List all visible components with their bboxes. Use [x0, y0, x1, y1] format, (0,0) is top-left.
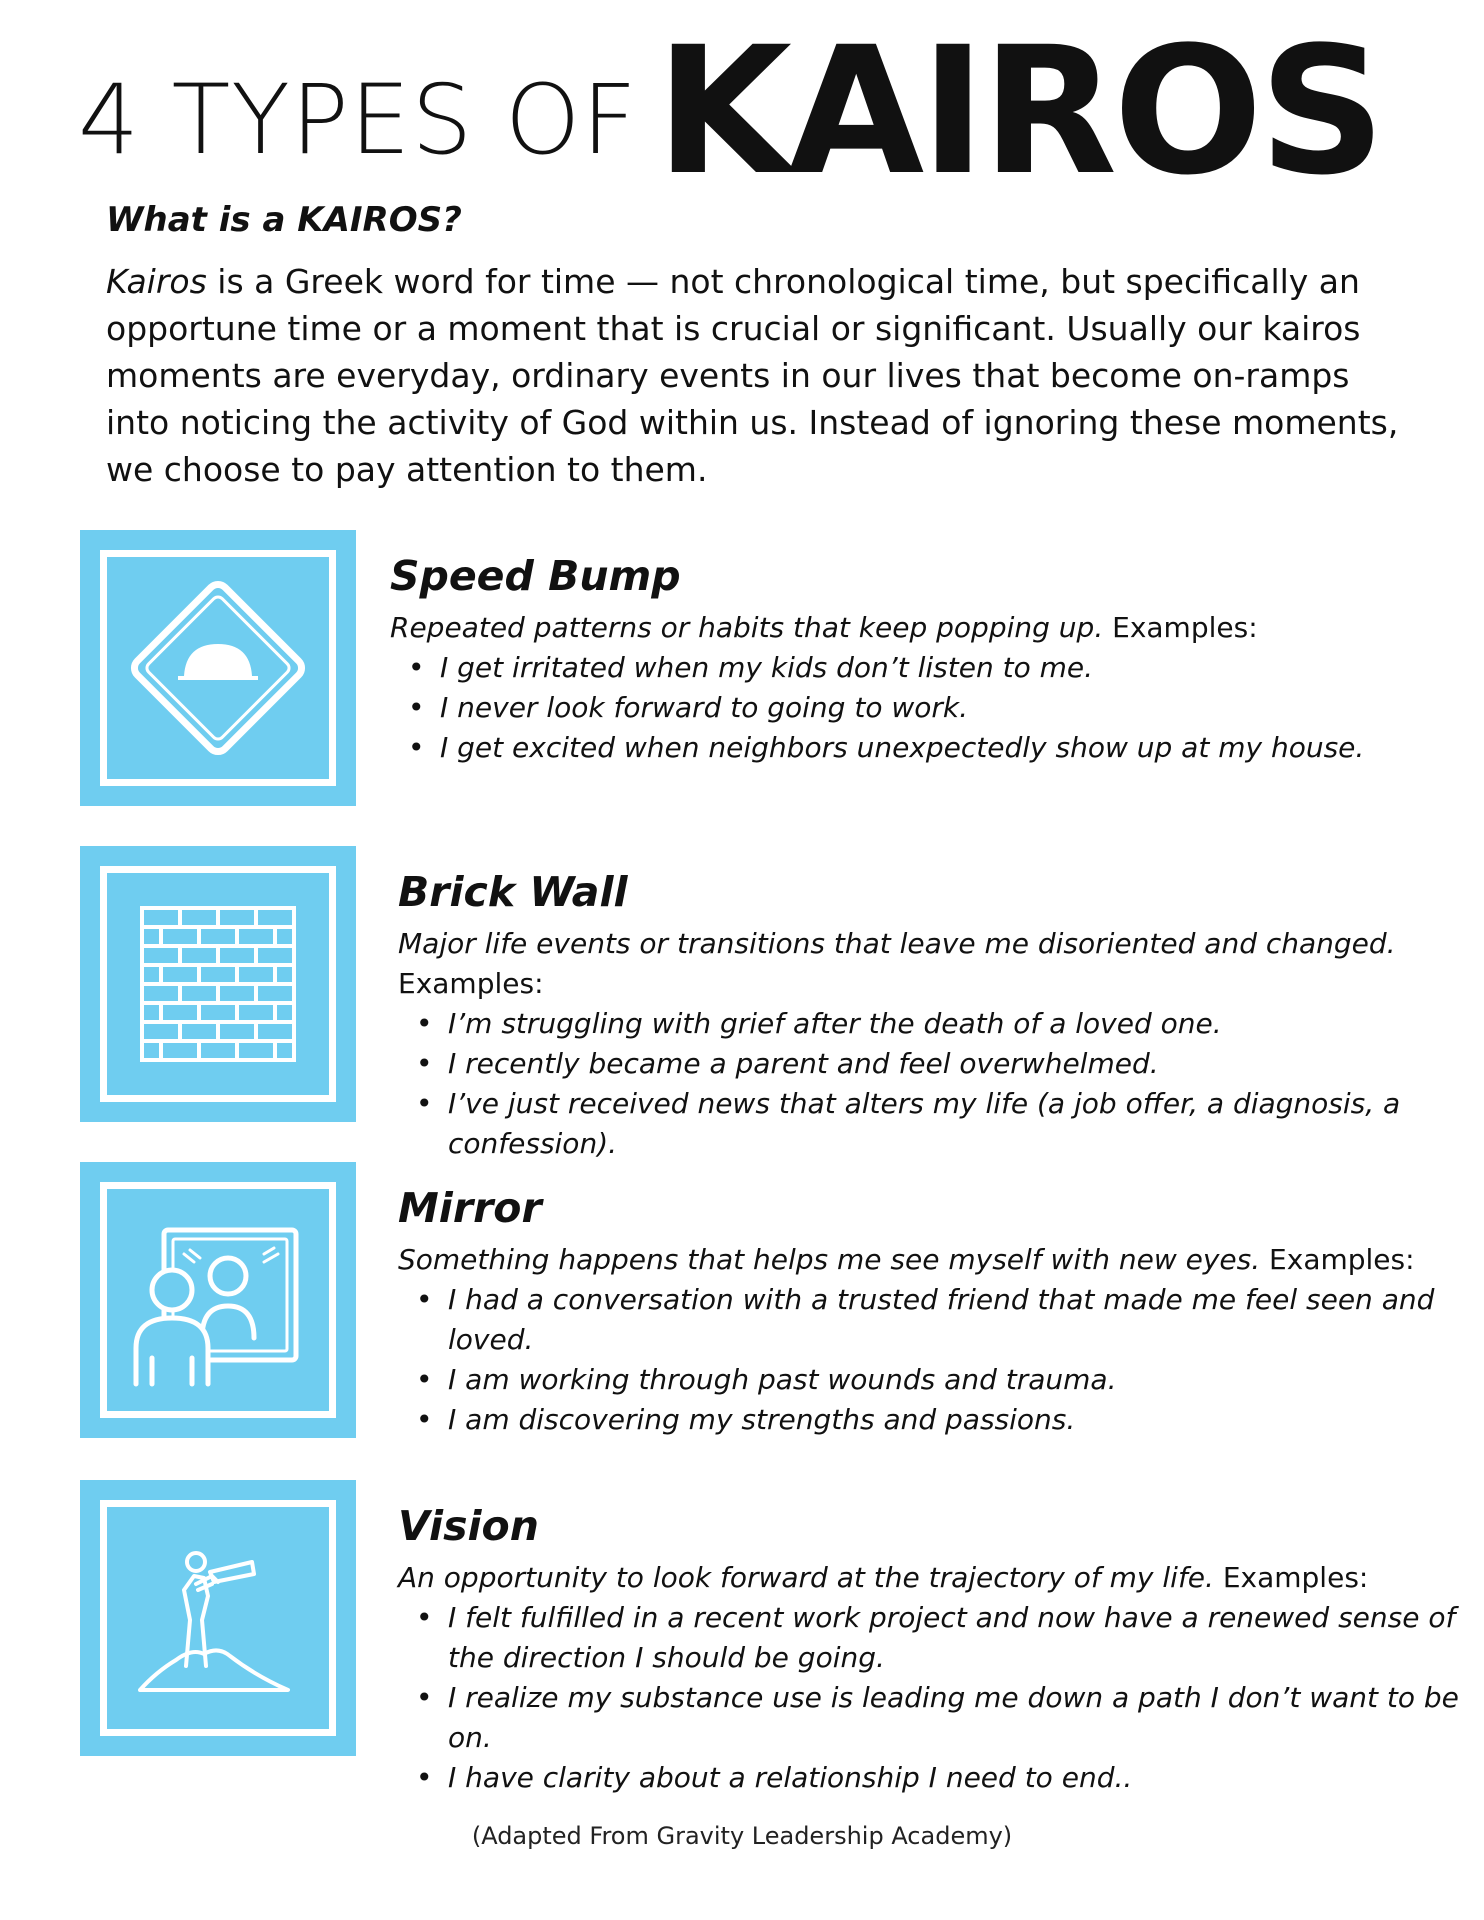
- title-main: KAIROS: [655, 9, 1382, 214]
- vision-description: An opportunity to look forward at the trajectory of my life. Examples:: [398, 1561, 1369, 1594]
- footer-credit: (Adapted From Gravity Leadership Academy): [471, 1822, 1013, 1850]
- list-item: • I am discovering my strengths and passions.: [448, 1400, 1484, 1440]
- mirror-description: Something happens that helps me see myself with new eyes. Examples:: [398, 1243, 1415, 1276]
- list-item: • I felt fulfilled in a recent work project and now have a renewed sense of the direction I should be going.: [448, 1598, 1484, 1678]
- list-item: • I am working through past wounds and trauma.: [448, 1360, 1484, 1400]
- list-item: • I get irritated when my kids don’t listen to me.: [440, 648, 1480, 688]
- brick-wall-icon: [80, 846, 356, 1122]
- vision-telescope-icon: [80, 1480, 356, 1756]
- brick-wall-examples: [398, 1004, 1484, 1164]
- list-item: • I had a conversation with a trusted friend that made me feel seen and loved.: [448, 1280, 1484, 1360]
- brick-wall-title: Brick Wall: [398, 868, 628, 916]
- speed-bump-icon: [80, 530, 356, 806]
- list-item: • I realize my substance use is leading me down a path I don’t want to be on.: [448, 1678, 1484, 1758]
- list-item: • I recently became a parent and feel overwhelmed.: [448, 1044, 1484, 1084]
- intro-lead-word: Kairos: [106, 262, 207, 301]
- list-item: • I have clarity about a relationship I need to end..: [448, 1758, 1484, 1798]
- list-item: • I’m struggling with grief after the death of a loved one.: [448, 1004, 1484, 1044]
- speed-bump-title: Speed Bump: [390, 552, 681, 600]
- vision-content: [398, 1500, 1484, 1798]
- mirror-title: Mirror: [398, 1184, 542, 1232]
- vision-title: Vision: [398, 1502, 539, 1550]
- vision-examples: [398, 1598, 1484, 1798]
- mirror-content: [398, 1182, 1484, 1440]
- list-item: • I get excited when neighbors unexpectedly show up at my house.: [440, 728, 1480, 768]
- brick-wall-content: [398, 866, 1484, 1164]
- list-item: • I never look forward to going to work.: [440, 688, 1480, 728]
- speed-bump-description: Repeated patterns or habits that keep popping up. Examples:: [390, 611, 1258, 644]
- title-prefix: 4 TYPES OF: [78, 64, 638, 176]
- mirror-icon: [80, 1162, 356, 1438]
- speed-bump-content: [390, 550, 1480, 768]
- intro-body: [106, 258, 1406, 493]
- intro-text: is a Greek word for time — not chronological time, but specifically an opportune time or a moment that is crucial or significant. Usually our kairos moments are everyday, ordinary events in our lives that become on-ramps into noticing the activity of God within us. Instead of ignoring these moments, we choose to pay attention to them.: [106, 262, 1399, 489]
- speed-bump-examples: [390, 648, 1480, 768]
- mirror-examples: [398, 1280, 1484, 1440]
- list-item: • I’ve just received news that alters my life (a job offer, a diagnosis, a confession).: [448, 1084, 1484, 1164]
- intro-heading: What is a KAIROS?: [106, 200, 462, 240]
- brick-wall-description: Major life events or transitions that leave me disoriented and changed. Examples:: [398, 927, 1396, 1000]
- page-title: [78, 9, 1382, 214]
